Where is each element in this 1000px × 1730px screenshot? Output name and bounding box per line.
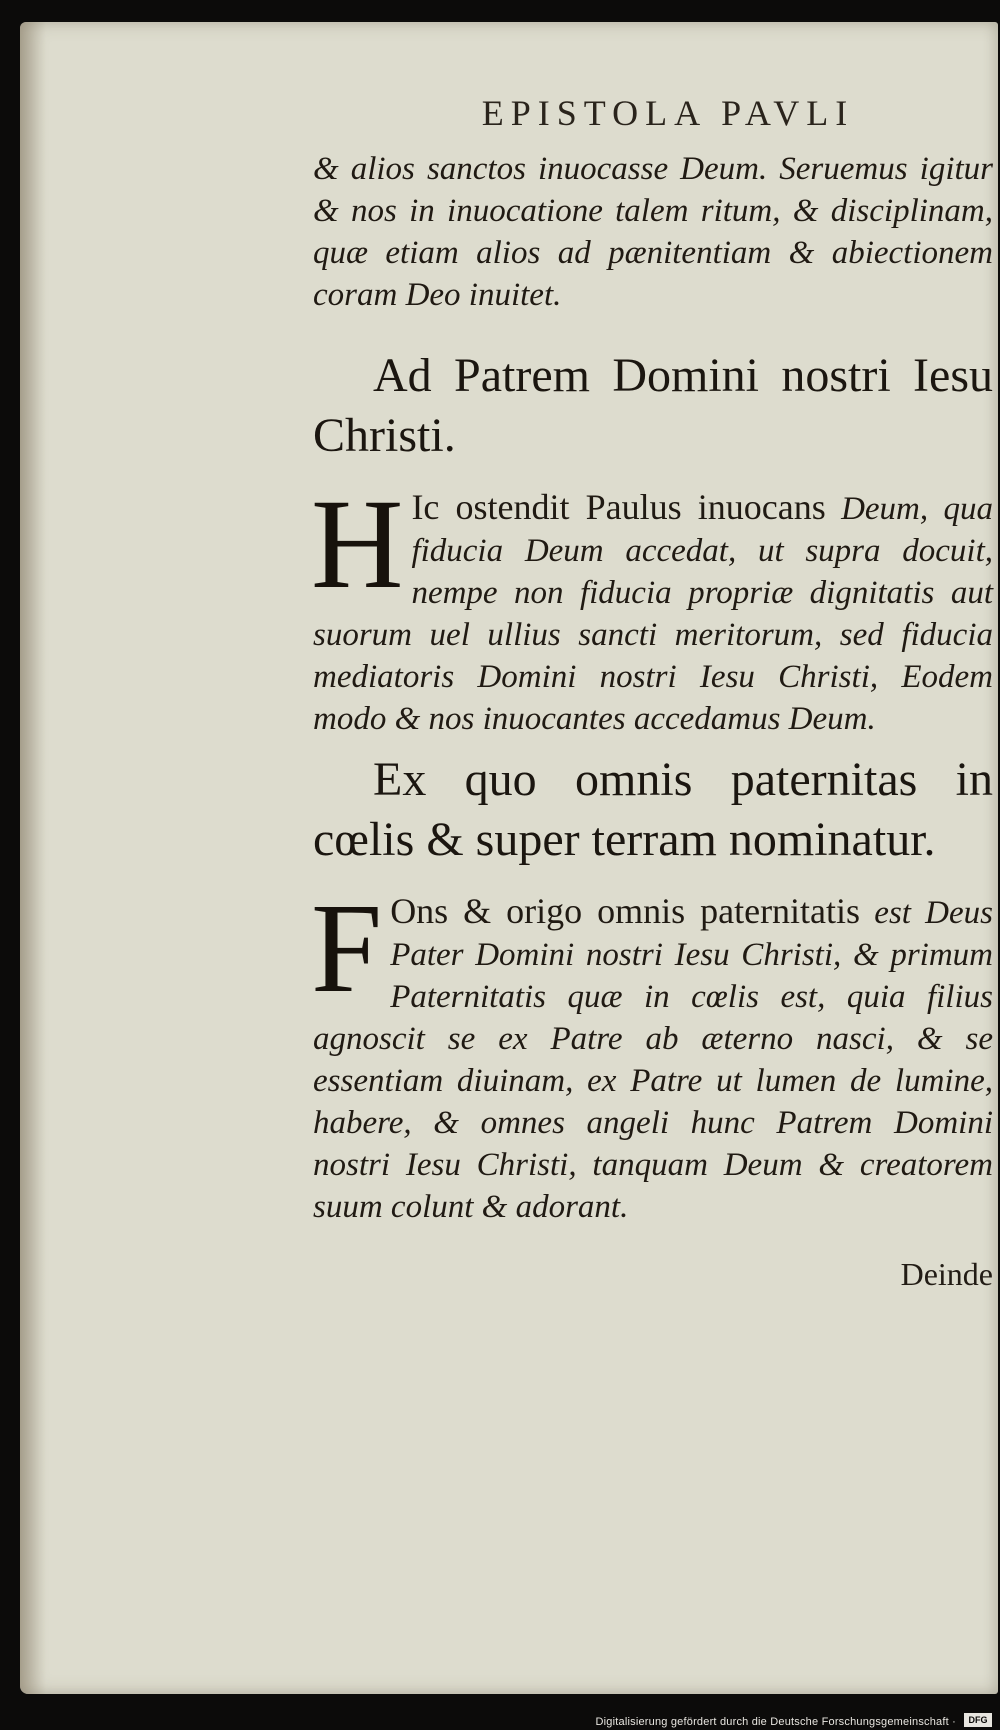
section1-text xyxy=(311,473,993,740)
drop-cap-f: F xyxy=(311,877,383,1019)
intro-paragraph: & alios sanctos inuocasse Deum. Seruemus igitur & nos in inuocatione talem ritum, & disciplinam, quæ etiam alios ad pænitentiam & abiectionem coram Deo inuitet. xyxy=(313,151,993,313)
footer-credit: Digitalisierung gefördert durch die Deutsche Forschungsgemeinschaft · xyxy=(595,1716,956,1728)
section1-paragraph xyxy=(311,473,993,740)
section2-lead: Ons & origo omnis paternitatis xyxy=(390,891,861,931)
book-page xyxy=(20,22,998,1694)
section2-body: est Deus Pater Domini nostri Iesu Christi, & primum Paternitatis quæ in cœlis est, quia filius agnoscit se ex Patre ab æterno nasci, & se essentiam diuinam, ex Patre ut lumen de lumine, habere, & omnes angeli hunc Patrem Domini nostri Iesu Christi, tanquam Deum & creatorem suum colunt & adorant. xyxy=(313,895,994,1225)
section1-body: Deum, qua fiducia Deum accedat, ut supra docuit, nempe non fiducia propriæ dignitatis aut suorum uel ullius sancti meritorum, sed fiducia mediatoris Domini nostri Iesu Christi, Eodem modo & nos inuocantes accedamus Deum. xyxy=(313,491,993,737)
drop-cap-h: H xyxy=(311,473,404,615)
catchword: Deinde xyxy=(900,1256,993,1292)
running-head: EPISTOLA PAVLI xyxy=(481,93,855,133)
section1-lead: Ic ostendit Paulus inuocans xyxy=(411,487,826,527)
section2-heading: Ex quo omnis paternitas in cœlis & super terram nominatur. xyxy=(313,753,993,866)
dfg-logo: DFG xyxy=(964,1713,992,1727)
text-block xyxy=(313,92,993,1293)
section2-paragraph xyxy=(311,877,994,1228)
section1-heading: Ad Patrem Domini nostri Iesu Christi. xyxy=(313,349,993,462)
digitization-footer xyxy=(0,1708,1000,1730)
section2-text xyxy=(311,877,994,1228)
